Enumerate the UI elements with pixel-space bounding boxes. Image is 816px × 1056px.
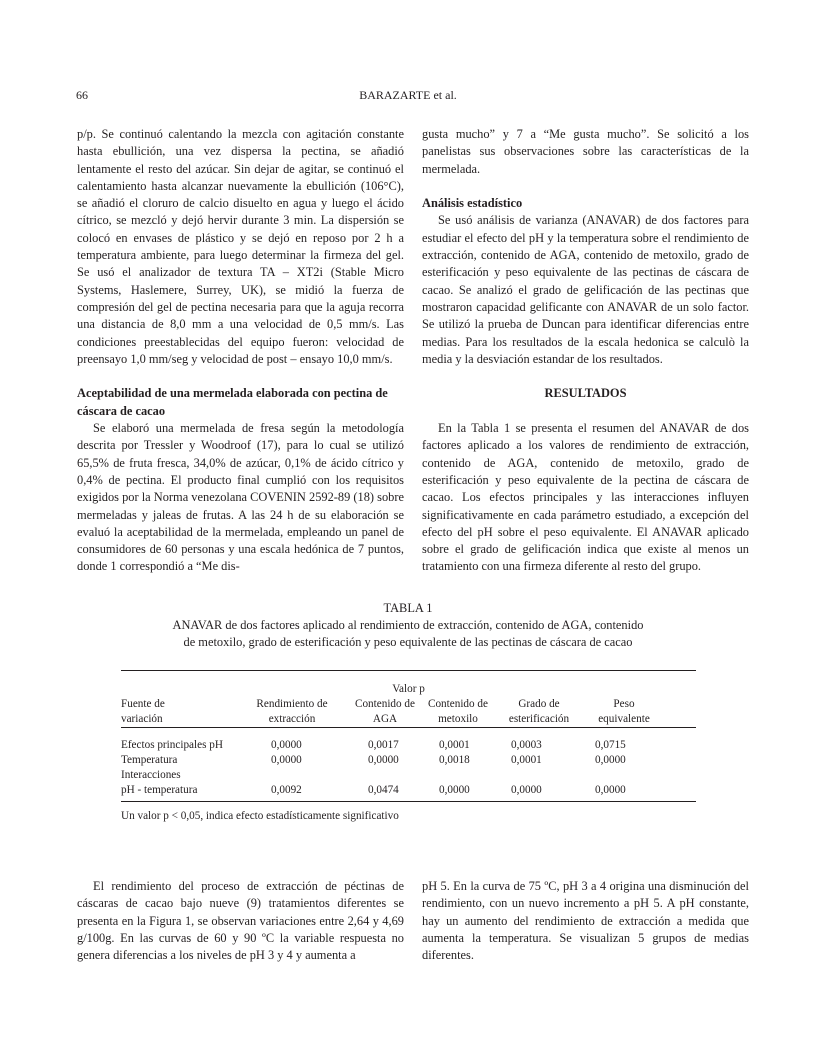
- cell-value: 0,0001: [439, 739, 470, 751]
- table-bottom-rule: [121, 801, 696, 802]
- table-caption-line: ANAVAR de dos factores aplicado al rendimiento de extracción, contenido de AGA, contenido: [172, 618, 644, 632]
- table-row: [121, 768, 696, 783]
- page-number: 66: [76, 88, 88, 102]
- section-heading-analisis: Análisis estadístico: [422, 196, 523, 211]
- row-source: Interacciones: [121, 769, 181, 781]
- group-header-valor-p: Valor p: [392, 683, 425, 695]
- column-header: metoxilo: [438, 713, 478, 725]
- cell-value: 0,0017: [368, 739, 399, 751]
- cell-value: 0,0000: [595, 784, 626, 796]
- column-header: equivalente: [598, 713, 650, 725]
- paragraph: pH 5. En la curva de 75 ºC, pH 3 a 4 origina una disminución del rendimiento, con un nuevo incremento a pH 5. A pH constante, hay un aumento del rendimiento de extracción a medida que aumenta la temperatura. Se visualizan 5 grupos de medias diferentes.: [422, 879, 749, 963]
- cell-value: 0,0003: [511, 739, 542, 751]
- row-source: pH - temperatura: [121, 784, 198, 796]
- column-header: variación: [121, 713, 163, 725]
- column-header: AGA: [372, 713, 398, 725]
- cell-value: 0,0000: [271, 754, 302, 766]
- left-column: [77, 126, 404, 576]
- table-header-row: [121, 712, 696, 727]
- table-caption: [0, 600, 816, 651]
- table-top-rule: [121, 670, 696, 671]
- cell-value: 0,0001: [511, 754, 542, 766]
- cell-value: 0,0000: [368, 754, 399, 766]
- column-header: Contenido de: [355, 698, 415, 710]
- table-header: [121, 682, 696, 727]
- column-header: Rendimiento de: [256, 698, 328, 710]
- row-source: Temperatura: [121, 754, 178, 766]
- bottom-right-column: [422, 878, 749, 964]
- table-footnote: Un valor p < 0,05, indica efecto estadísticamente significativo: [121, 810, 399, 822]
- paragraph: gusta mucho” y 7 a “Me gusta mucho”. Se solicitó a los panelistas sus observaciones sobre las características de la mermelada.: [422, 127, 749, 176]
- cell-value: 0,0000: [439, 784, 470, 796]
- table-header-row: [121, 697, 696, 712]
- column-header: extracción: [268, 713, 316, 725]
- bottom-left-column: [77, 878, 404, 964]
- paragraph: p/p. Se continuó calentando la mezcla con agitación constante hasta ebullición, una vez dispersa la pectina, se añadió lentamente el resto del azúcar. Sin dejar de agitar, se continuó el calentamiento hasta alcanzar nuevamente la ebullición (106°C), se añadió el cloruro de calcio disuelto en agua y luego el ácido cítrico, se mezcló y dejó hervir durante 3 min. La dispersión se colocó en envases de plástico y se dejó en reposo por 2 h a temperatura ambiente, para luego determinar la firmeza del gel. Se usó el analizador de textura TA – XT2i (Stable Micro Systems, Haslemere, Surrey, UK), se midió la fuerza de compresión del gel de pectina necesaria para que la aguja recorra una distancia de 8,0 mm a una velocidad de 0,5 mm/s. Las condiciones preestablecidas del equipo fueron: velocidad de preensayo 1,0 mm/seg y velocidad de post – ensayo 10,0 mm/s.: [77, 127, 404, 366]
- row-source: Efectos principales pH: [121, 739, 223, 751]
- cell-value: 0,0000: [271, 739, 302, 751]
- paragraph: El rendimiento del proceso de extracción de péctinas de cáscaras de cacao bajo nueve (9) tratamientos diferentes se presenta en la Figura 1, se observan variaciones entre 2,64 y 4,69 g/100g. En las curvas de 60 y 90 ºC la variable respuesta no genera diferencias a los niveles de pH 3 y 4 y aumenta a: [77, 879, 404, 963]
- cell-value: 0,0474: [368, 784, 399, 796]
- paragraph: Se elaboró una mermelada de fresa según la metodología descrita por Tressler y Woodroof (17), para lo cual se utilizó 65,5% de fruta fresca, 34,0% de azúcar, 0,1% de ácido cítrico y 0,4% de pectina. El producto final cumplió con los requisitos exigidos por la Norma venezolana COVENIN 2592-89 (18) sobre mermeladas y jaleas de frutas. A las 24 h de su elaboración se evaluó la aceptabilidad de la mermelada, empleando un panel de consumidores de 60 personas y una escala hedónica de 7 puntos, donde 1 correspondió a “Me dis-: [77, 421, 404, 574]
- paragraph: En la Tabla 1 se presenta el resumen del ANAVAR de dos factores aplicado a los valores de rendimiento de extracción, contenido de AGA, contenido de metoxilo, grado de esterificación y peso equivalente de la pectina de cáscara de cacao. Los efectos principales y las interacciones influyen significativamente en cada parámetro estudiado, a excepción del efecto del pH sobre el peso equivalente. El ANAVAR aplicado sobre el grado de gelificación indica que existe al menos un tratamiento con una firmeza diferente al resto del grupo.: [422, 421, 749, 574]
- column-header: Peso: [613, 698, 635, 710]
- table-row: [121, 738, 696, 753]
- cell-value: 0,0000: [595, 754, 626, 766]
- cell-value: 0,0000: [511, 784, 542, 796]
- table-row: [121, 783, 696, 798]
- table-row: [121, 753, 696, 768]
- column-header: Fuente de: [121, 698, 165, 710]
- column-header: Grado de: [518, 698, 560, 710]
- table-header-rule: [121, 727, 696, 728]
- table-caption-line: de metoxilo, grado de esterificación y peso equivalente de las pectinas de cáscara de cacao: [183, 635, 633, 649]
- cell-value: 0,0092: [271, 784, 302, 796]
- table-label: TABLA 1: [383, 601, 433, 615]
- right-column: [422, 126, 749, 576]
- column-header: Contenido de: [428, 698, 488, 710]
- table-body: [121, 738, 696, 798]
- cell-value: 0,0018: [439, 754, 470, 766]
- cell-value: 0,0715: [595, 739, 626, 751]
- paragraph: Se usó análisis de varianza (ANAVAR) de dos factores para estudiar el efecto del pH y la temperatura sobre el rendimiento de extracción, contenido de AGA, contenido de metoxilo, grado de esterificación y peso equivalente de las pectinas de cáscara de cacao. Se analizó el grado de gelificación de las pectinas que mostraron capacidad gelificante con ANAVAR de un solo factor. Se utilizó la prueba de Duncan para identificar diferencias entre medias. Para los resultados de la escala hedonica se calculò la media y la desviación estandar de los resultados.: [422, 213, 749, 366]
- running-head-authors: BARAZARTE et al.: [359, 88, 457, 102]
- section-title-resultados: RESULTADOS: [544, 386, 627, 401]
- table-group-header-row: [121, 682, 696, 697]
- section-heading-aceptabilidad: Aceptabilidad de una mermelada elaborada con pectina de cáscara de cacao: [77, 386, 388, 418]
- column-header: esterificación: [508, 713, 570, 725]
